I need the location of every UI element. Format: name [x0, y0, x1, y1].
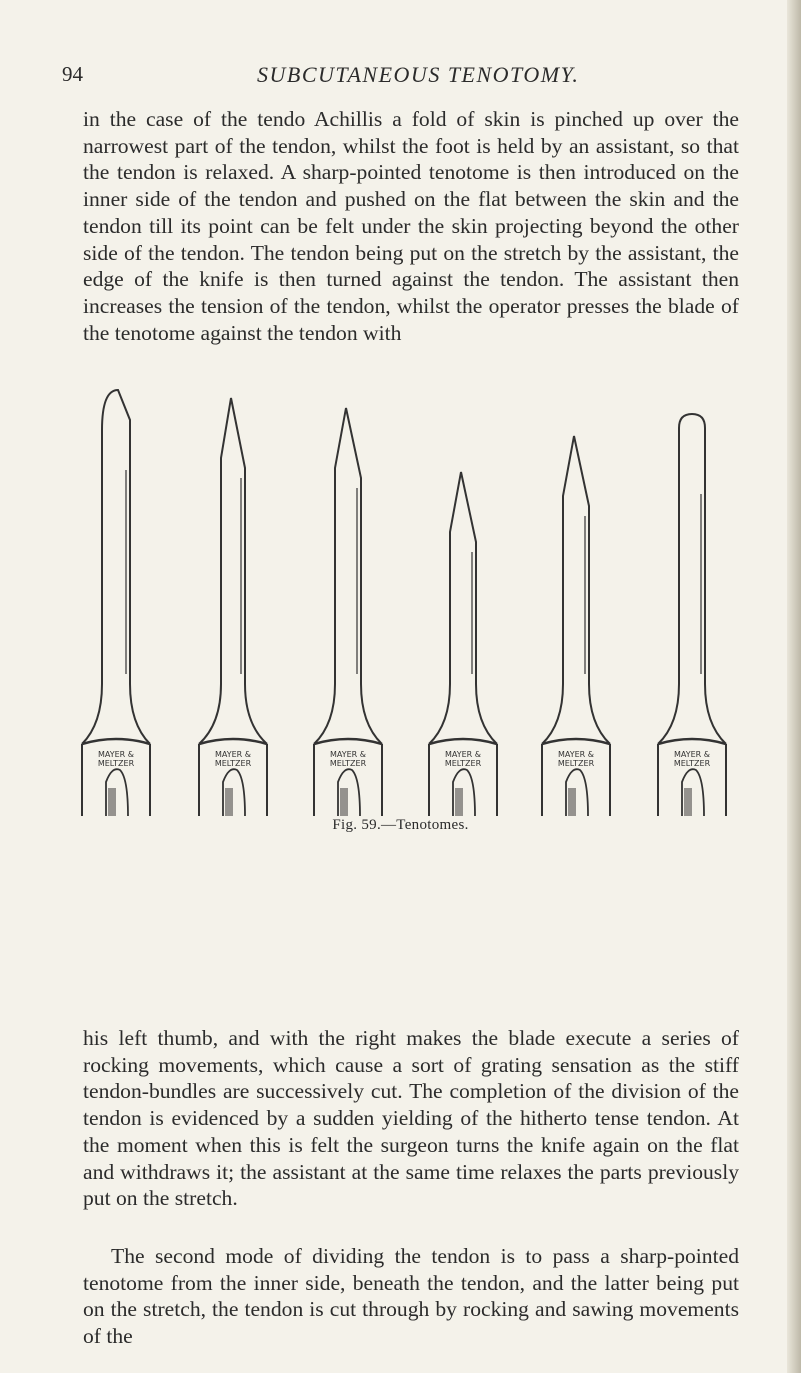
- page-edge: [787, 0, 801, 1373]
- maker-stamp-line-1: MAYER &: [329, 750, 367, 759]
- figure-caption: Fig. 59.—Tenotomes.: [332, 817, 469, 833]
- shank-flare: [82, 684, 150, 744]
- maker-stamp-line-2: MELTZER: [444, 759, 482, 768]
- paragraph-middle: his left thumb, and with the right makes the blade execute a series of rocking movements, which cause a sort of grating sensation as the stiff tendon-bundles are successively cut. The completion of the division of the tendon is evidenced by a sudden yielding of the hitherto tense tendon. At the moment when this is felt the surgeon turns the knife again on the flat and withdraws it; the assistant at the same time relaxes the parts previously put on the stretch.: [83, 1026, 739, 1211]
- maker-stamp-line-2: MELTZER: [97, 759, 135, 768]
- paragraph-bottom: The second mode of dividing the tendon is to pass a sharp-pointed tenotome from the inner side, beneath the tendon, and the latter being put on the stretch, the tendon is cut through by rocking and sawing movements of the: [83, 1244, 739, 1349]
- maker-stamp-line-1: MAYER &: [444, 750, 482, 759]
- ferrule-band: [314, 739, 382, 744]
- page-number: 94: [62, 62, 83, 86]
- shank-flare: [658, 684, 726, 744]
- running-title: SUBCUTANEOUS TENOTOMY.: [257, 62, 580, 87]
- maker-stamp-line-1: MAYER &: [557, 750, 595, 759]
- ferrule-band: [82, 739, 150, 744]
- tenotome-3: [314, 408, 382, 816]
- tenotome-1: [82, 390, 150, 816]
- ferrule-band: [658, 739, 726, 744]
- tenotome-6: [658, 414, 726, 816]
- maker-stamp-line-2: MELTZER: [557, 759, 595, 768]
- page-header: [62, 62, 752, 92]
- maker-stamp-line-1: MAYER &: [673, 750, 711, 759]
- tenotomes-illustration: [78, 384, 744, 816]
- maker-stamp-line-2: MELTZER: [329, 759, 367, 768]
- tenotome-4: [429, 472, 497, 816]
- shank-flare: [429, 684, 497, 744]
- maker-stamp-line-1: MAYER &: [214, 750, 252, 759]
- paragraph-top: in the case of the tendo Achillis a fold of skin is pinched up over the narrowest part of the tendon, whilst the foot is held by an assistant, so that the tendon is relaxed. A sharp-pointed tenotome is then introduced on the inner side of the tendon and pushed on the flat between the skin and the tendon till its point can be felt under the skin projecting beyond the other side of the tendon. The tendon being put on the stretch by the assistant, the edge of the knife is then turned against the tendon. The assistant then increases the tension of the tendon, whilst the operator presses the blade of the tenotome against the tendon with: [83, 107, 739, 345]
- shank-flare: [314, 684, 382, 744]
- maker-stamp-line-2: MELTZER: [214, 759, 252, 768]
- shank-flare: [542, 684, 610, 744]
- maker-stamp-line-1: MAYER &: [97, 750, 135, 759]
- ferrule-band: [429, 739, 497, 744]
- ferrule-band: [542, 739, 610, 744]
- tenotome-5: [542, 436, 610, 816]
- tenotome-2: [199, 398, 267, 816]
- ferrule-band: [199, 739, 267, 744]
- shank-flare: [199, 684, 267, 744]
- maker-stamp-line-2: MELTZER: [673, 759, 711, 768]
- tenotomes-figure: [78, 384, 744, 816]
